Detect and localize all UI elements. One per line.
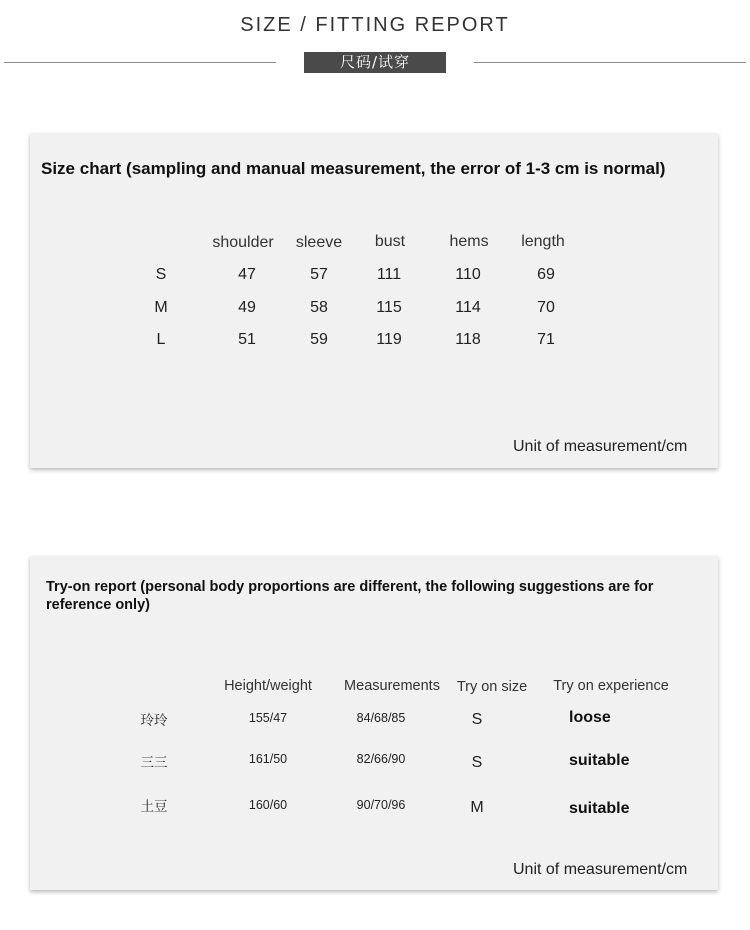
size-chart-card — [30, 133, 718, 468]
size-chart-header: sleeve — [295, 234, 343, 251]
try-on-header: Height/weight — [224, 678, 312, 694]
try-on-header: Try on experience — [553, 678, 669, 694]
size-chart-cell: 111 — [376, 266, 402, 283]
size-chart-title: Size chart (sampling and manual measurement, the error of 1-3 cm is normal) — [41, 159, 666, 178]
size-chart-cell: 118 — [455, 331, 481, 348]
measurements-cell: 84/68/85 — [356, 711, 406, 725]
experience-cell: suitable — [569, 752, 630, 769]
size-chart-header: bust — [374, 233, 406, 250]
divider-right — [474, 62, 746, 63]
divider-left — [4, 62, 276, 63]
size-label: S — [155, 266, 167, 283]
size-chart-cell: 47 — [238, 266, 256, 283]
try-on-header: Try on size — [456, 679, 528, 695]
tester-name: 土豆 — [140, 799, 168, 815]
try-on-header: Measurements — [344, 678, 440, 694]
page-title: SIZE / FITTING REPORT — [240, 14, 510, 36]
tester-name: 三三 — [140, 755, 168, 771]
try-on-size-cell: S — [471, 711, 483, 728]
experience-cell: loose — [569, 709, 611, 726]
measurements-cell: 90/70/96 — [356, 798, 406, 812]
size-chart-cell: 70 — [537, 299, 555, 316]
size-chart-cell: 115 — [376, 299, 402, 316]
try-on-size-cell: S — [471, 754, 483, 771]
try-on-size-cell: M — [470, 799, 484, 816]
size-chart-cell: 119 — [376, 331, 402, 348]
size-chart-cell: 110 — [455, 266, 481, 283]
size-chart-cell: 49 — [238, 299, 256, 316]
try-on-unit: Unit of measurement/cm — [513, 861, 688, 878]
size-chart-cell: 69 — [537, 266, 555, 283]
size-chart-cell: 51 — [238, 331, 256, 348]
height-weight-cell: 160/60 — [248, 798, 288, 812]
size-label: L — [156, 331, 166, 348]
size-label: M — [154, 299, 168, 316]
size-chart-cell: 57 — [310, 266, 328, 283]
size-chart-cell: 71 — [537, 331, 555, 348]
size-chart-cell: 58 — [310, 299, 328, 316]
experience-cell: suitable — [569, 800, 630, 817]
height-weight-cell: 155/47 — [248, 711, 288, 725]
size-chart-header: hems — [449, 233, 489, 250]
measurements-cell: 82/66/90 — [356, 752, 406, 766]
size-chart-cell: 59 — [310, 331, 328, 348]
size-chart-unit: Unit of measurement/cm — [513, 438, 688, 455]
size-chart-cell: 114 — [455, 299, 481, 316]
size-chart-header: length — [521, 233, 565, 250]
tester-name: 玲玲 — [140, 713, 168, 729]
size-chart-header: shoulder — [212, 234, 274, 251]
height-weight-cell: 161/50 — [248, 752, 288, 766]
subtitle-badge: 尺码/试穿 — [304, 52, 446, 73]
try-on-title: Try-on report (personal body proportions are different, the following suggestions are for reference only) — [46, 579, 654, 613]
